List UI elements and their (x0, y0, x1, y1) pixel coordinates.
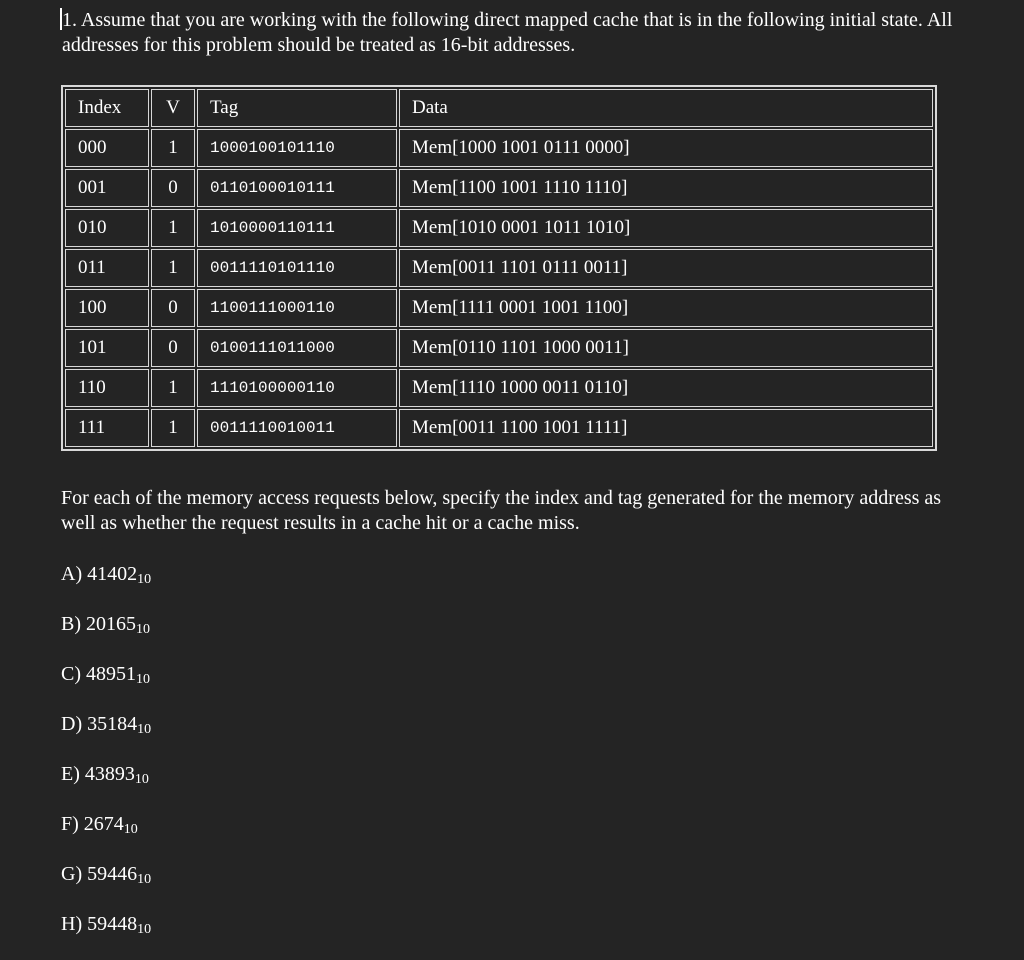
question-label: G) 59446 (61, 863, 138, 885)
question-item (61, 860, 151, 910)
cell-data: Mem[0110 1101 1000 0011] (399, 329, 933, 367)
table-header-row (65, 89, 933, 127)
cell-valid: 0 (151, 289, 195, 327)
cell-index: 111 (65, 409, 149, 447)
cell-tag: 0110100010111 (197, 169, 397, 207)
cell-tag: 1000100101110 (197, 129, 397, 167)
cell-index: 101 (65, 329, 149, 367)
cell-valid: 1 (151, 369, 195, 407)
cell-valid: 1 (151, 129, 195, 167)
cell-valid: 1 (151, 209, 195, 247)
question-label: A) 41402 (61, 563, 138, 585)
table-row (65, 209, 933, 247)
cell-data: Mem[1110 1000 0011 0110] (399, 369, 933, 407)
cell-valid: 0 (151, 169, 195, 207)
question-list (61, 560, 151, 960)
cell-data: Mem[1100 1001 1110 1110] (399, 169, 933, 207)
table-row (65, 289, 933, 327)
cell-tag: 0011110101110 (197, 249, 397, 287)
base-subscript: 10 (137, 872, 152, 887)
cell-data: Mem[0011 1101 0111 0011] (399, 249, 933, 287)
base-subscript: 10 (137, 722, 152, 737)
cell-tag: 1100111000110 (197, 289, 397, 327)
cell-index: 000 (65, 129, 149, 167)
cell-index: 110 (65, 369, 149, 407)
question-label: B) 20165 (61, 613, 136, 635)
question-label: C) 48951 (61, 663, 136, 685)
cell-data: Mem[0011 1100 1001 1111] (399, 409, 933, 447)
base-subscript: 10 (123, 822, 138, 837)
cell-data: Mem[1000 1001 0111 0000] (399, 129, 933, 167)
header-v: V (151, 89, 195, 127)
base-subscript: 10 (134, 772, 149, 787)
question-label: D) 35184 (61, 713, 138, 735)
question-label: F) 2674 (61, 813, 124, 835)
question-label: E) 43893 (61, 763, 135, 785)
base-subscript: 10 (137, 922, 152, 937)
header-tag: Tag (197, 89, 397, 127)
question-item (61, 660, 151, 710)
question-item (61, 810, 151, 860)
cell-valid: 0 (151, 329, 195, 367)
cell-valid: 1 (151, 249, 195, 287)
cell-index: 100 (65, 289, 149, 327)
table-row (65, 409, 933, 447)
cell-data: Mem[1111 0001 1001 1100] (399, 289, 933, 327)
question-item (61, 610, 151, 660)
cell-valid: 1 (151, 409, 195, 447)
question-item (61, 710, 151, 760)
question-label: H) 59448 (61, 913, 138, 935)
cell-tag: 1110100000110 (197, 369, 397, 407)
cell-index: 001 (65, 169, 149, 207)
header-index: Index (65, 89, 149, 127)
question-item (61, 560, 151, 610)
cache-table (61, 85, 937, 451)
table-row (65, 329, 933, 367)
table-row (65, 169, 933, 207)
header-data: Data (399, 89, 933, 127)
cell-tag: 1010000110111 (197, 209, 397, 247)
cell-tag: 0100111011000 (197, 329, 397, 367)
base-subscript: 10 (136, 622, 150, 637)
cell-index: 011 (65, 249, 149, 287)
table-row (65, 369, 933, 407)
table-row (65, 129, 933, 167)
cell-index: 010 (65, 209, 149, 247)
base-subscript: 10 (137, 572, 152, 587)
instructions-text: For each of the memory access requests below, specify the index and tag generated for the memory address as well as whether the request results in a cache hit or a cache miss. (61, 487, 942, 534)
cell-tag: 0011110010011 (197, 409, 397, 447)
base-subscript: 10 (136, 672, 150, 687)
cell-data: Mem[1010 0001 1011 1010] (399, 209, 933, 247)
problem-intro: 1. Assume that you are working with the following direct mapped cache that is in the following initial state. All addresses for this problem should be treated as 16-bit addresses. (62, 9, 953, 56)
table-row (65, 249, 933, 287)
question-item (61, 760, 151, 810)
